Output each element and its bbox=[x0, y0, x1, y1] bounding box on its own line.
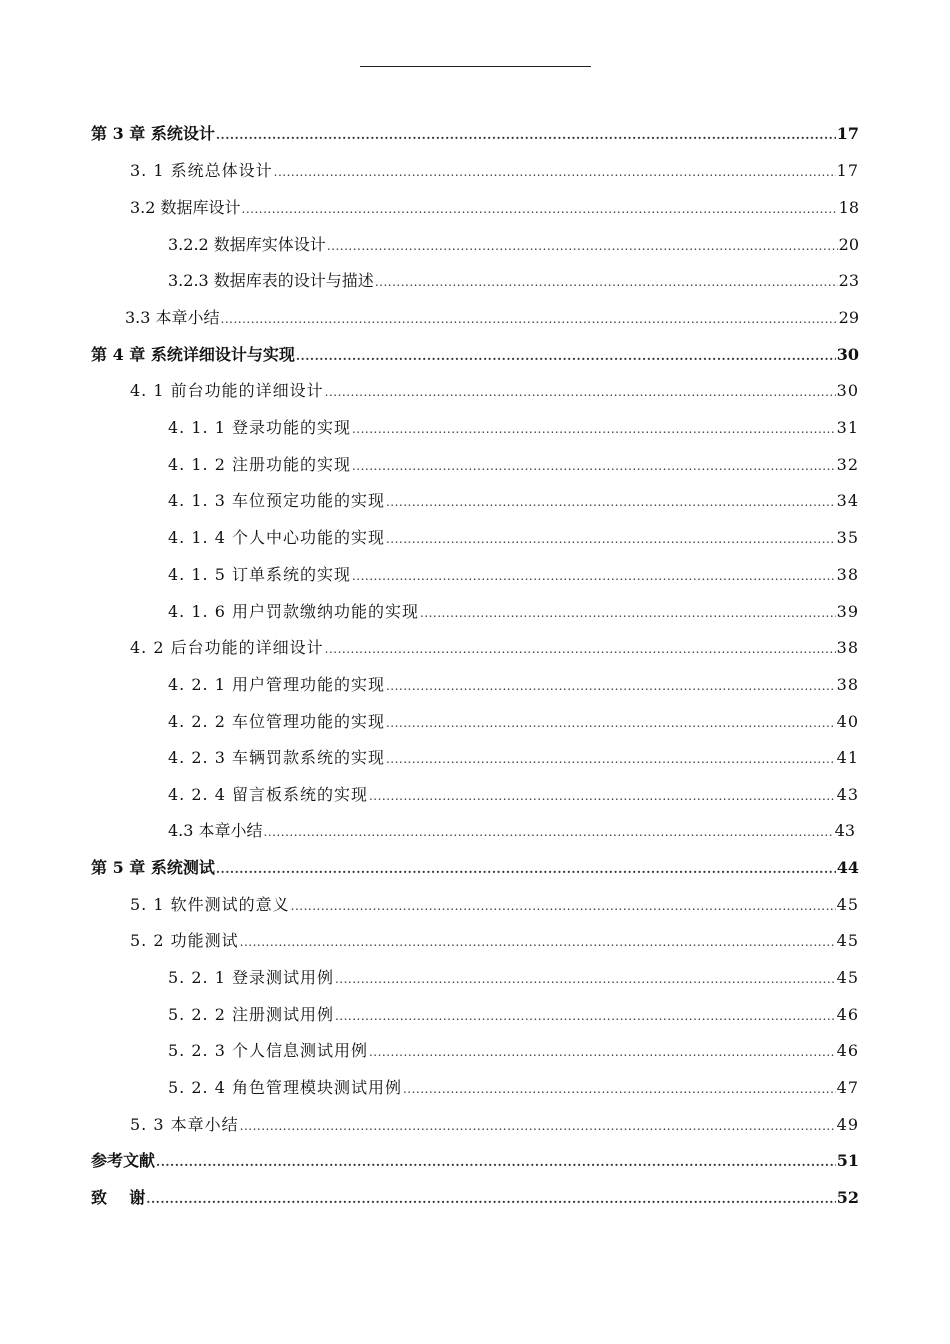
toc-entry-title: 4. 2. 4 留言板系统的实现 bbox=[168, 785, 368, 804]
toc-entry-page: 38 bbox=[836, 675, 859, 694]
toc-entry-title: 4. 1. 5 订单系统的实现 bbox=[168, 565, 351, 584]
toc-entry-4-2-3[interactable] bbox=[168, 745, 859, 771]
toc-entry-5-2-1[interactable] bbox=[168, 965, 859, 991]
toc-entry-page: 46 bbox=[836, 1041, 859, 1060]
toc-entry-page: 30 bbox=[836, 381, 859, 400]
toc-entry-4-1-4[interactable] bbox=[168, 525, 859, 551]
toc-entry-title: 4. 2 后台功能的详细设计 bbox=[130, 638, 324, 657]
toc-entry-page: 31 bbox=[836, 418, 859, 437]
toc-entry-title: 3.2.3 数据库表的设计与描述 bbox=[168, 271, 374, 290]
toc-entry-page: 20 bbox=[838, 235, 859, 254]
toc-entry-title: 4. 1. 1 登录功能的实现 bbox=[168, 418, 351, 437]
toc-entry-3-3[interactable] bbox=[125, 305, 859, 331]
toc-entry-title: 4. 1. 6 用户罚款缴纳功能的实现 bbox=[168, 602, 419, 621]
toc-entry-3-2-2[interactable] bbox=[168, 232, 859, 258]
toc-entry-title: 5. 3 本章小结 bbox=[130, 1115, 239, 1134]
toc-entry-page: 32 bbox=[836, 455, 859, 474]
toc-entry-title: 5. 2 功能测试 bbox=[130, 931, 239, 950]
toc-entry-chapter-3[interactable] bbox=[91, 121, 859, 147]
toc-entry-page: 17 bbox=[836, 124, 859, 143]
toc-entry-5-2[interactable] bbox=[130, 928, 859, 954]
toc-entry-page: 47 bbox=[836, 1078, 859, 1097]
toc-entry-page: 45 bbox=[836, 895, 859, 914]
toc-entry-title: 4. 2. 1 用户管理功能的实现 bbox=[168, 675, 385, 694]
toc-entry-page: 43 bbox=[834, 821, 855, 840]
toc-entry-4-1-1[interactable] bbox=[168, 415, 859, 441]
toc-entry-title: 4. 2. 3 车辆罚款系统的实现 bbox=[168, 748, 385, 767]
toc-entry-page: 52 bbox=[836, 1188, 859, 1207]
toc-entry-title: 5. 2. 4 角色管理模块测试用例 bbox=[168, 1078, 402, 1097]
toc-entry-acknowledgements[interactable] bbox=[91, 1185, 859, 1211]
toc-entry-title: 5. 2. 1 登录测试用例 bbox=[168, 968, 334, 987]
toc-entry-page: 35 bbox=[836, 528, 859, 547]
toc-entry-title: 第 3 章 系统设计 bbox=[91, 124, 215, 143]
toc-entry-4-1-6[interactable] bbox=[168, 599, 859, 625]
toc-entry-4-1[interactable] bbox=[130, 378, 859, 404]
toc-entry-page: 45 bbox=[836, 931, 859, 950]
toc-entry-page: 43 bbox=[836, 785, 859, 804]
toc-entry-page: 38 bbox=[836, 565, 859, 584]
toc-entry-4-1-2[interactable] bbox=[168, 452, 859, 478]
toc-entry-page: 23 bbox=[838, 271, 859, 290]
toc-entry-title: 致 谢 bbox=[91, 1188, 146, 1207]
toc-entry-page: 40 bbox=[836, 712, 859, 731]
toc-entry-title: 4. 1. 4 个人中心功能的实现 bbox=[168, 528, 385, 547]
toc-entry-page: 30 bbox=[836, 345, 859, 364]
toc-entry-title: 4. 1. 2 注册功能的实现 bbox=[168, 455, 351, 474]
toc-entry-page: 38 bbox=[836, 638, 859, 657]
toc-entry-5-2-4[interactable] bbox=[168, 1075, 859, 1101]
toc-entry-title: 4.3 本章小结 bbox=[168, 821, 263, 840]
toc-entry-title: 3.2.2 数据库实体设计 bbox=[168, 235, 326, 254]
toc-entry-title: 5. 2. 2 注册测试用例 bbox=[168, 1005, 334, 1024]
toc-entry-page: 18 bbox=[838, 198, 859, 217]
toc-entry-references[interactable] bbox=[91, 1148, 859, 1174]
toc-entry-3-1[interactable] bbox=[130, 158, 859, 184]
header-rule bbox=[360, 66, 591, 67]
toc-entry-4-1-3[interactable] bbox=[168, 488, 859, 514]
toc-entry-page: 29 bbox=[838, 308, 859, 327]
toc-entry-chapter-5[interactable] bbox=[91, 855, 859, 881]
toc-entry-page: 45 bbox=[836, 968, 859, 987]
toc-entry-4-2[interactable] bbox=[130, 635, 859, 661]
toc-entry-4-2-4[interactable] bbox=[168, 782, 859, 808]
toc-entry-4-2-1[interactable] bbox=[168, 672, 859, 698]
toc-entry-page: 44 bbox=[836, 858, 859, 877]
toc-entry-5-3[interactable] bbox=[130, 1112, 859, 1138]
toc-entry-title: 4. 1 前台功能的详细设计 bbox=[130, 381, 324, 400]
toc-entry-4-3[interactable] bbox=[168, 818, 855, 844]
toc-entry-title: 第 4 章 系统详细设计与实现 bbox=[91, 345, 295, 364]
toc-entry-page: 51 bbox=[836, 1151, 859, 1170]
toc-entry-4-2-2[interactable] bbox=[168, 709, 859, 735]
toc-entry-page: 49 bbox=[836, 1115, 859, 1134]
toc-entry-title: 5. 2. 3 个人信息测试用例 bbox=[168, 1041, 368, 1060]
toc-entry-title: 3.3 本章小结 bbox=[125, 308, 220, 327]
toc-entry-title: 5. 1 软件测试的意义 bbox=[130, 895, 290, 914]
toc-entry-page: 34 bbox=[836, 491, 859, 510]
toc-entry-title: 4. 1. 3 车位预定功能的实现 bbox=[168, 491, 385, 510]
toc-entry-3-2[interactable] bbox=[130, 195, 859, 221]
toc-entry-title: 3. 1 系统总体设计 bbox=[130, 161, 273, 180]
toc-entry-page: 17 bbox=[836, 161, 859, 180]
toc-entry-4-1-5[interactable] bbox=[168, 562, 859, 588]
toc-entry-page: 41 bbox=[836, 748, 859, 767]
toc-entry-title: 第 5 章 系统测试 bbox=[91, 858, 215, 877]
toc-entry-page: 46 bbox=[836, 1005, 859, 1024]
toc-entry-chapter-4[interactable] bbox=[91, 342, 859, 368]
toc-entry-page: 39 bbox=[836, 602, 859, 621]
toc-entry-title: 参考文献 bbox=[91, 1151, 156, 1170]
toc-entry-title: 3.2 数据库设计 bbox=[130, 198, 241, 217]
toc-entry-5-2-2[interactable] bbox=[168, 1002, 859, 1028]
toc-entry-title: 4. 2. 2 车位管理功能的实现 bbox=[168, 712, 385, 731]
toc-entry-5-2-3[interactable] bbox=[168, 1038, 859, 1064]
toc-entry-3-2-3[interactable] bbox=[168, 268, 859, 294]
toc-entry-5-1[interactable] bbox=[130, 892, 859, 918]
